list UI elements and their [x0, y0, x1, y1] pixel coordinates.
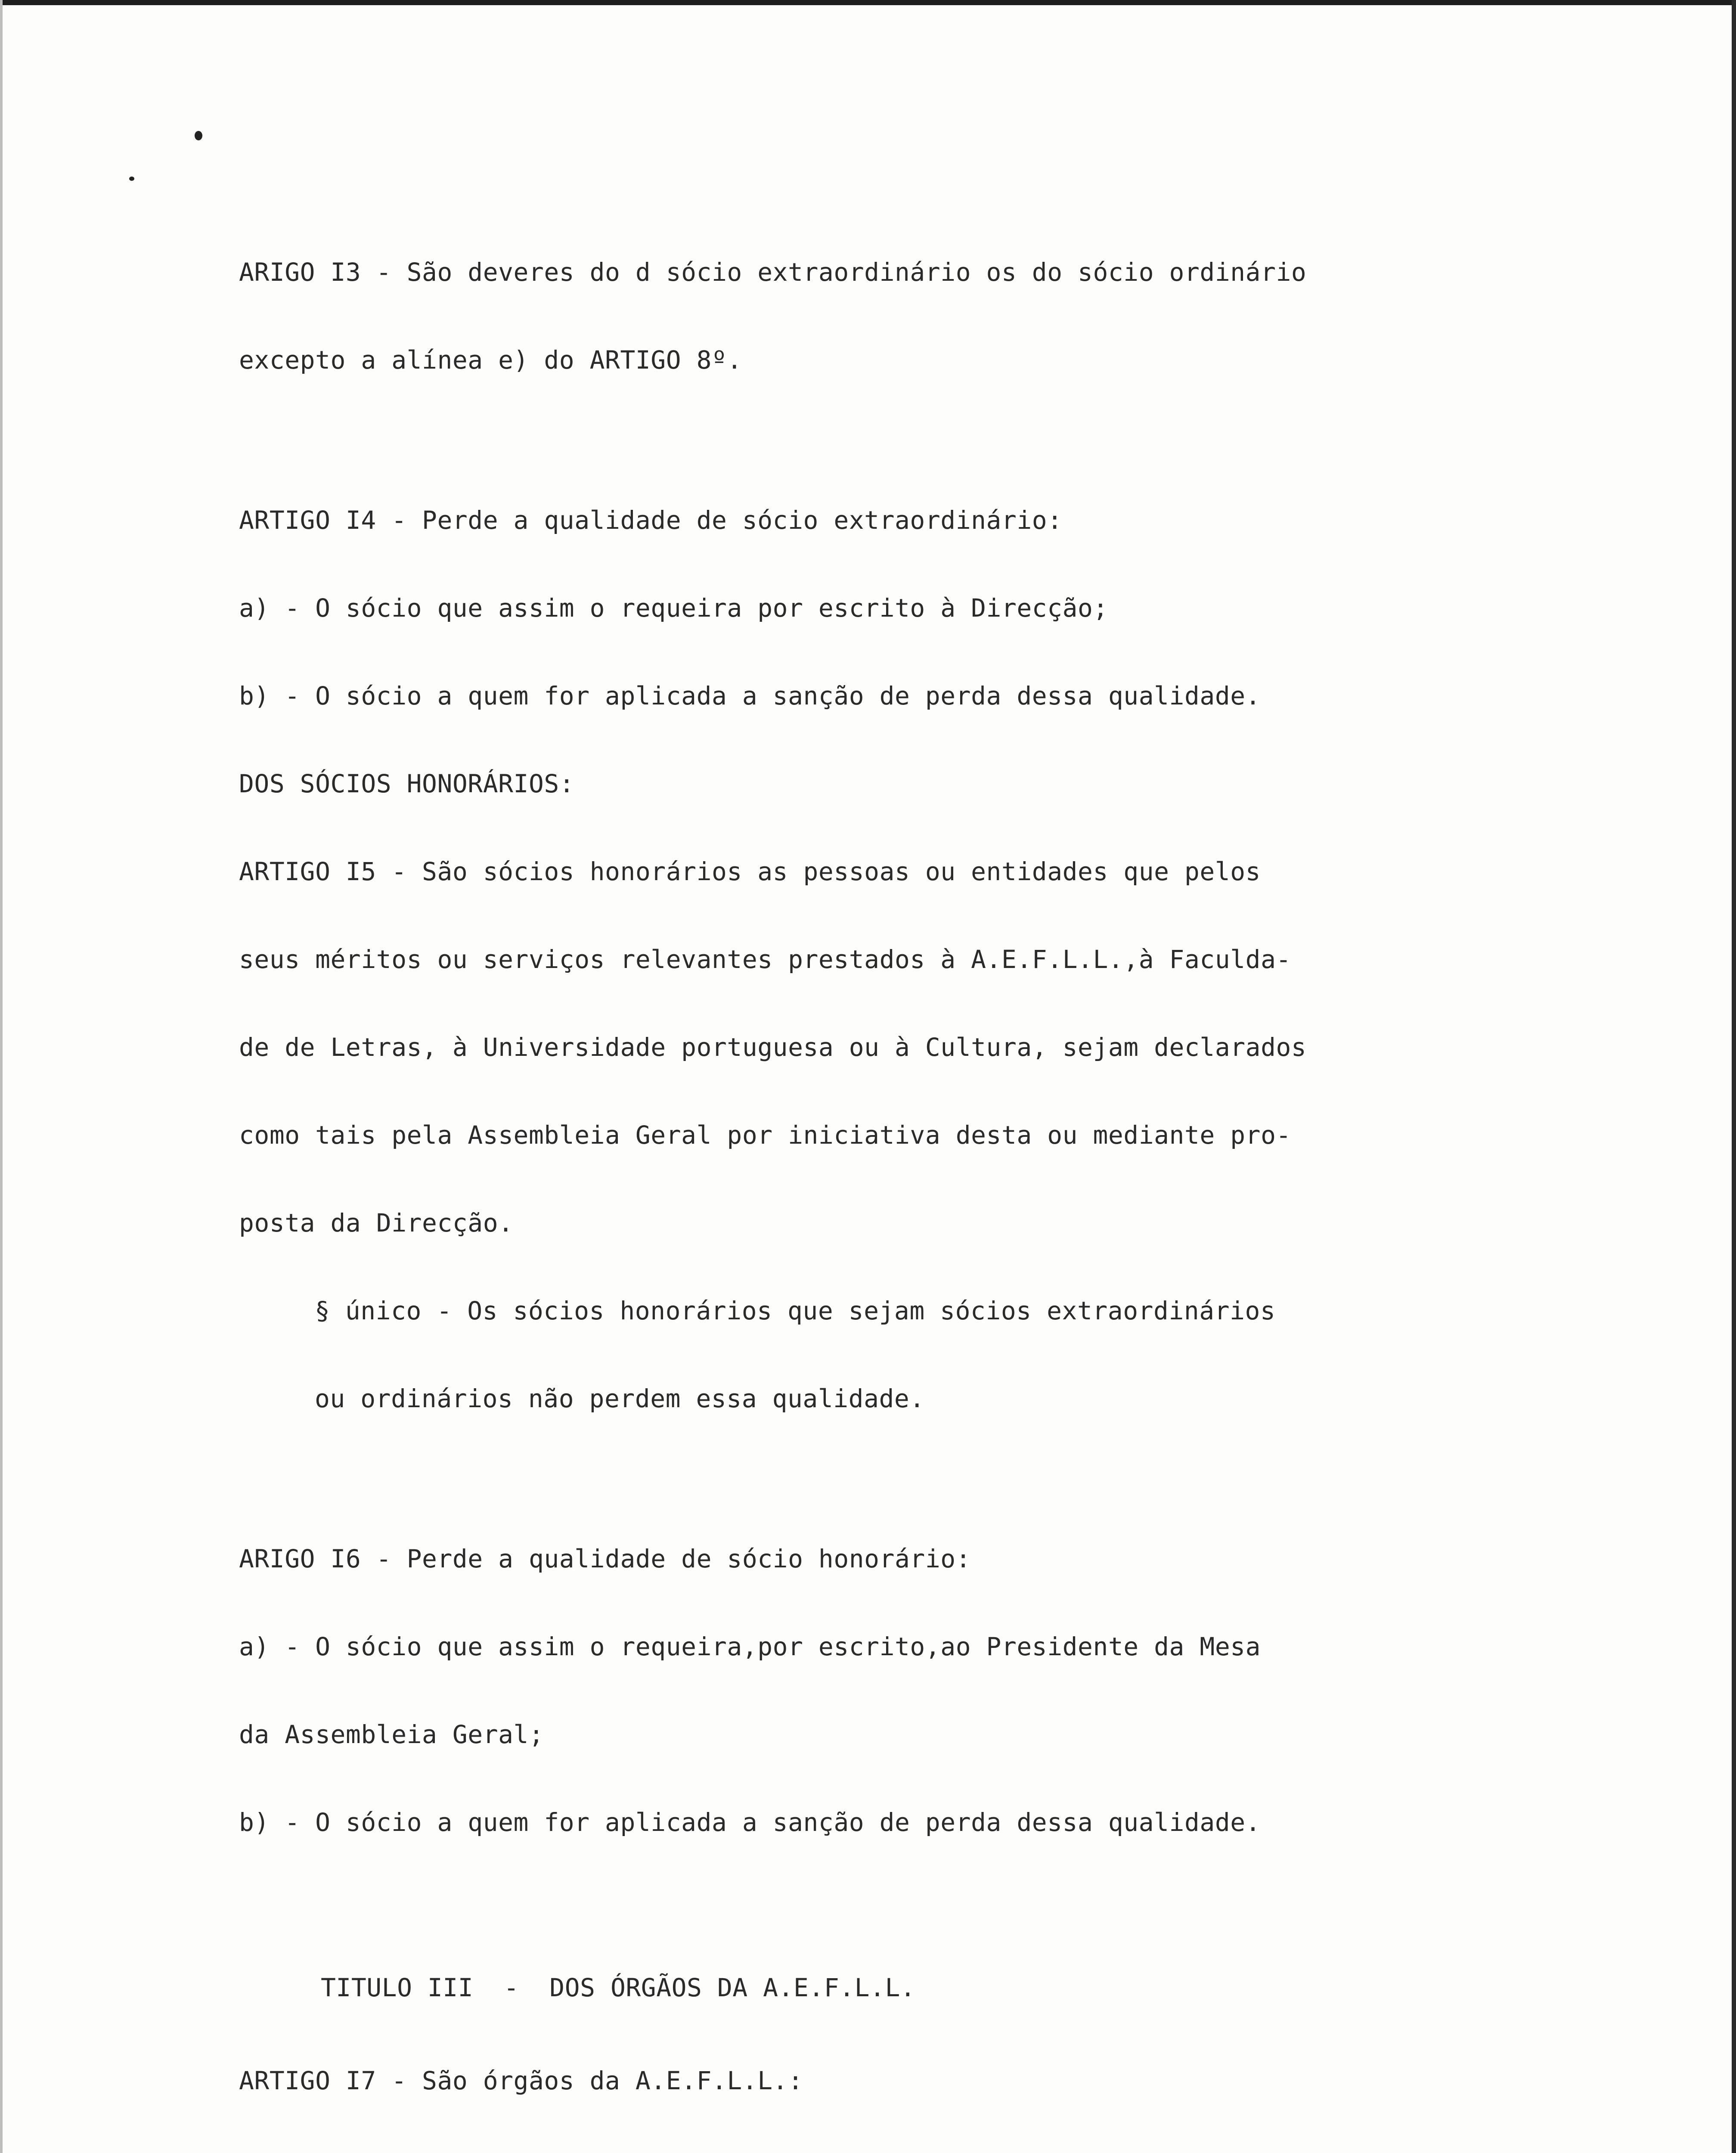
- blank-line: [239, 433, 1376, 447]
- text-line: de de Letras, à Universidade portuguesa ou à Cultura, sejam declarados: [239, 1033, 1307, 1062]
- ink-dot: [129, 177, 134, 181]
- document-body: [239, 199, 1376, 2153]
- text-line: excepto a alínea e) do ARTIGO 8º.: [239, 345, 742, 375]
- text-line: b) - O sócio a quem for aplicada a sanção de perda dessa qualidade.: [239, 1808, 1261, 1837]
- scan-edge-top: [0, 0, 1736, 5]
- text-line: ARTIGO I5 - São sócios honorários as pessoas ou entidades que pelos: [239, 857, 1261, 886]
- text-line: ARTIGO I7 - São órgãos da A.E.F.L.L.:: [239, 2066, 803, 2095]
- text-line: ARIGO I3 - São deveres do d sócio extraordinário os do sócio ordinário: [239, 257, 1307, 287]
- text-line: como tais pela Assembleia Geral por iniciativa desta ou mediante pro-: [239, 1120, 1291, 1150]
- scan-edge-right: [1732, 0, 1736, 2153]
- title-heading: TITULO III - DOS ÓRGÃOS DA A.E.F.L.L.: [321, 1973, 916, 2002]
- text-line: posta da Direcção.: [239, 1208, 514, 1238]
- text-line: a) - O sócio que assim o requeira por escrito à Direcção;: [239, 593, 1108, 623]
- text-line: ARIGO I6 - Perde a qualidade de sócio honorário:: [239, 1544, 971, 1573]
- text-line: ou ordinários não perdem essa qualidade.: [315, 1384, 925, 1413]
- text-line: § único - Os sócios honorários que sejam sócios extraordinários: [315, 1296, 1276, 1325]
- ink-dot: [195, 131, 202, 140]
- section-heading: DOS SÓCIOS HONORÁRIOS:: [239, 769, 575, 798]
- scan-edge-left: [0, 0, 3, 2153]
- text-line: a) - O sócio que assim o requeira,por escrito,ao Presidente da Mesa: [239, 1632, 1261, 1661]
- text-line: da Assembleia Geral;: [239, 1720, 544, 1749]
- text-line: ARTIGO I4 - Perde a qualidade de sócio extraordinário:: [239, 506, 1063, 535]
- text-line: seus méritos ou serviços relevantes prestados à A.E.F.L.L.,à Faculda-: [239, 945, 1291, 974]
- blank-line: [239, 1896, 1376, 1914]
- blank-line: [239, 1472, 1376, 1486]
- text-line: b) - O sócio a quem for aplicada a sanção de perda dessa qualidade.: [239, 681, 1261, 710]
